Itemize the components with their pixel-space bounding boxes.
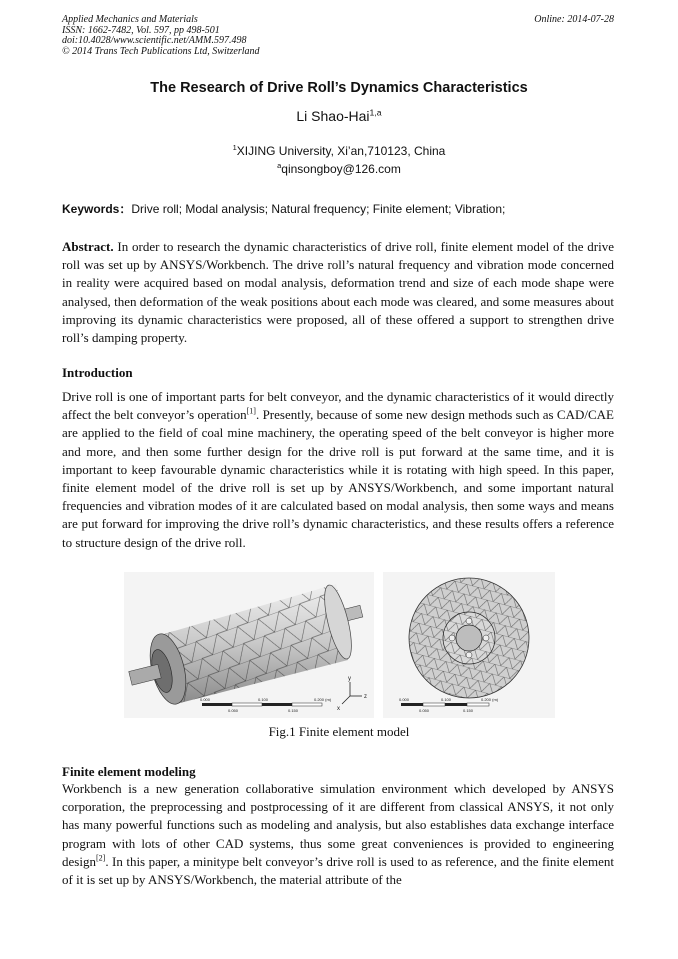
figure-caption: Fig.1 Finite element model: [268, 724, 410, 739]
fem-text-part1: Workbench is a new generation collaborative simulation environment which developed by ANSYS corporation, the preprocessing and postprocessing of it are different from classical ANSYS, it not only has many powerful functions such as modeling and analysis, but also establishes data exchange interface program with lots of other CAD systems, thus some great conveniences is provided to engineering design: [62, 781, 614, 869]
doi-line: doi:10.4028/www.scientific.net/AMM.597.498: [62, 35, 247, 46]
scale-left-2: 0.200 (m): [314, 697, 332, 702]
introduction-heading: Introduction: [62, 365, 133, 380]
author-line: [0, 108, 678, 124]
abstract-text: In order to research the dynamic characteristics of drive roll, finite element model of the drive roll was set up by ANSYS/Workbench. The drive roll’s natural frequency and vibration mode concerned in reality were acquired based on modal analysis, deformation trend and size of each mode shape were analysed, then deformation of the weak positions about each mode was cleared, and some measures about improving its dynamic characteristics were proposed, all of these offered a support to strengthen drive roll’s damping property.: [62, 239, 614, 346]
keywords-label: Keywords: [62, 202, 120, 216]
scale-right-3: 0.050: [419, 708, 430, 713]
author-superscript: 1,a: [369, 107, 382, 118]
axis-label-x: x: [337, 706, 340, 712]
issn-line: ISSN: 1662-7482, Vol. 597, pp 498-501: [62, 24, 220, 36]
figure-roll-mesh: [124, 572, 374, 718]
scale-left-4: 0.150: [288, 708, 299, 713]
scale-right-4: 0.150: [463, 708, 474, 713]
online-date: Online: 2014-07-28: [534, 14, 614, 25]
journal-name: Applied Mechanics and Materials: [62, 14, 198, 25]
citation-2: [2]: [95, 853, 106, 863]
keywords-colon: ：: [119, 202, 132, 216]
axis-label-y: y: [348, 676, 351, 682]
scale-right-0: 0.000: [399, 697, 410, 702]
fem-text-part2: . In this paper, a minitype belt conveyor’s drive roll is used to as reference, and the finite element of it is set up by ANSYS/Workbench, the material attribute of the: [62, 853, 614, 888]
axis-label-z: z: [364, 694, 367, 700]
email-address: qinsongboy@126.com: [281, 162, 401, 176]
journal-header: [62, 15, 614, 57]
scale-right-1: 0.100: [441, 697, 452, 702]
abstract-paragraph: [62, 238, 614, 347]
affiliation-text: XIJING University, Xi’an,710123, China: [236, 144, 446, 158]
email-superscript: a: [277, 161, 282, 170]
introduction-paragraph: [62, 388, 614, 552]
affiliation-line: [0, 144, 678, 158]
abstract-label: Abstract.: [62, 239, 114, 254]
citation-1: [1]: [246, 406, 256, 416]
intro-text-part1: Drive roll is one of important parts for belt conveyor, and the dynamic characteristics of it would directly affect the belt conveyor’s operation: [62, 389, 614, 423]
affiliation-superscript: 1: [232, 143, 237, 152]
scale-right-2: 0.200 (m): [481, 697, 499, 702]
scale-left-0: 0.000: [200, 697, 211, 702]
author-name: Li Shao-Hai: [296, 108, 370, 124]
keywords-text: Drive roll; Modal analysis; Natural frequency; Finite element; Vibration;: [131, 202, 506, 216]
copyright-line: © 2014 Trans Tech Publications Ltd, Switzerland: [62, 45, 260, 57]
keywords-line: [62, 200, 622, 217]
fem-heading: Finite element modeling: [62, 764, 196, 779]
paper-title: The Research of Drive Roll’s Dynamics Characteristics: [150, 80, 528, 96]
scale-left-3: 0.050: [228, 708, 239, 713]
figure-end-view-mesh: [383, 572, 555, 718]
email-line: [0, 162, 678, 176]
scale-left-1: 0.100: [258, 697, 269, 702]
intro-text-part2: . Presently, because of some new design methods such as CAD/CAE are applied to the field of coal mine machinery, the operating speed of the belt conveyor is higher more and more, and then some further design for the drive roll is put forward at the same time, and it is important to keep favourable dynamic characteristics while it is rotating with high speed. In this paper, finite element model of the drive roll is set up by ANSYS/Workbench, and some important natural frequencies and vibration modes of it are calculated based on modal analysis, then some ways and means are put forward for improving the drive roll’s dynamic characteristics, and these results offers a reference to structure design of the drive roll.: [62, 407, 614, 550]
fem-paragraph: [62, 780, 614, 889]
